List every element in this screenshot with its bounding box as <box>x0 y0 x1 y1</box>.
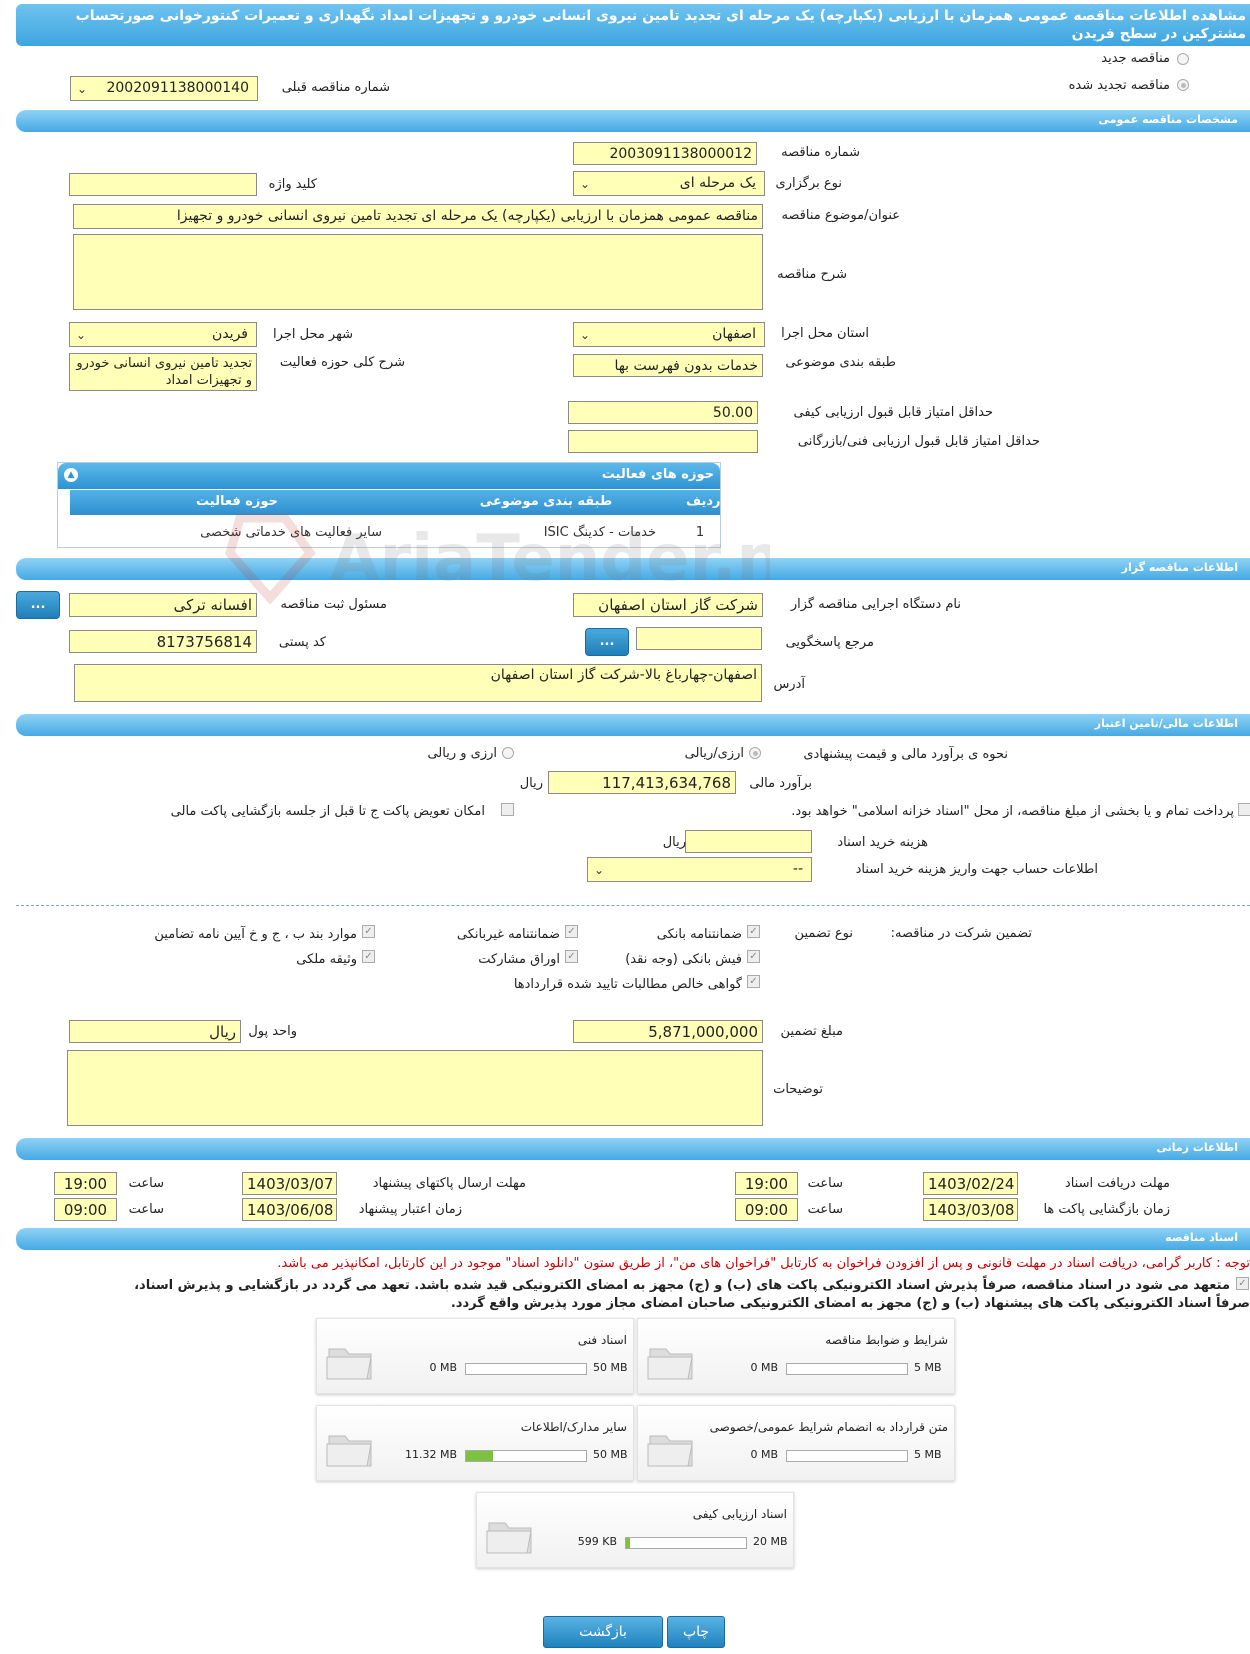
send-deadline-date[interactable]: 1403/03/07 <box>242 1172 337 1195</box>
collapse-icon[interactable]: ▲ <box>64 468 78 482</box>
estimate-field[interactable]: 117,413,634,768 <box>548 771 736 794</box>
doc-card-progress <box>625 1537 747 1549</box>
description-label: شرح مناقصه <box>777 267 847 282</box>
doc-card-max: 50 MB <box>593 1361 628 1374</box>
bank-receipt-checkbox: ✓ <box>747 950 760 963</box>
doc-card-terms[interactable] <box>637 1318 955 1394</box>
subject-label: عنوان/موضوع مناقصه <box>781 208 900 223</box>
renewed-tender-label: مناقصه تجدید شده <box>1068 78 1170 93</box>
new-tender-radio[interactable] <box>1177 53 1189 65</box>
min-quality-score-field[interactable]: 50.00 <box>568 401 758 424</box>
prev-tender-number-label: شماره مناقصه قبلی <box>281 80 390 95</box>
row-category: خدمات - کدینگ ISIC <box>543 525 656 540</box>
currency-unit-field[interactable]: ریال <box>69 1020 241 1043</box>
guarantee-amount-label: مبلغ تضمین <box>780 1024 843 1039</box>
account-info-label: اطلاعات حساب جهت واریز هزینه خرید اسناد <box>855 862 1098 877</box>
envelope-swap-label: امکان تعویض پاکت ج تا قبل از جلسه بازگشایی پاکت مالی <box>170 804 485 819</box>
bonds-checkbox: ✓ <box>565 950 578 963</box>
doc-fee-label: هزینه خرید اسناد <box>837 835 928 850</box>
treasury-label: پرداخت تمام و یا بخشی از مبلغ مناقصه، از محل "اسناد خزانه اسلامی" خواهد بود. <box>791 804 1234 819</box>
receivables-certificate-label: گواهی خالص مطالبات تایید شده قراردادها <box>513 977 742 992</box>
registrar-label: مسئول ثبت مناقصه <box>280 597 387 612</box>
doc-card-title: شرایط و ضوابط مناقصه <box>825 1333 948 1347</box>
nonbank-guarantee-checkbox: ✓ <box>565 925 578 938</box>
registrar-lookup-button[interactable]: ... <box>16 591 60 619</box>
documents-section-header: اسناد مناقصه <box>16 1228 1250 1250</box>
doc-card-progress <box>786 1450 908 1462</box>
chevron-down-icon: ⌄ <box>580 177 591 191</box>
rial-radio-label: ارزی/ریالی <box>684 746 744 761</box>
tender-number-label: شماره مناقصه <box>781 145 860 160</box>
renewed-tender-radio[interactable] <box>1177 79 1189 91</box>
doc-card-used: 0 MB <box>750 1448 778 1461</box>
hold-type-label: نوع برگزاری <box>775 176 842 191</box>
row-index: 1 <box>695 525 705 540</box>
send-deadline-time-label: ساعت <box>128 1176 164 1191</box>
general-section-header: مشخصات مناقصه عمومی <box>16 110 1250 132</box>
doc-fee-currency: ریال <box>662 835 686 850</box>
doc-card-max: 5 MB <box>914 1361 942 1374</box>
pledge-text-2: صرفاً اسناد الکترونیکی پاکت های پیشنهاد (ب) و (ج) مجهز به امضای الکترونیکی صاحبان امضای مجاز مورد پذیرش واقع گردد. <box>450 1296 1250 1311</box>
col-index: ردیف <box>686 494 721 509</box>
chevron-down-icon: ⌄ <box>76 328 87 342</box>
documents-notice: توجه : کاربر گرامی، دریافت اسناد در مهلت قانونی و پس از افزودن فراخوان به کارتابل "فراخوان های من"، از طریق ستون "دانلود اسناد" موجود در این کارتابل، امکانپذیر می باشد. <box>277 1256 1250 1271</box>
bank-receipt-label: فیش بانکی (وجه نقد) <box>625 952 742 967</box>
folder-icon <box>646 1426 698 1470</box>
doc-card-used: 599 KB <box>577 1535 617 1548</box>
folder-icon <box>485 1513 537 1557</box>
back-button[interactable]: بازگشت <box>543 1616 663 1648</box>
nonbank-guarantee-label: ضمانتنامه غیربانکی <box>456 927 560 942</box>
fx-rial-radio-label: ارزی و ریالی <box>427 746 497 761</box>
page-title: مشاهده اطلاعات مناقصه عمومی همزمان با ارزیابی (یکپارچه) یک مرحله ای تجدید تامین نیروی انسانی خودرو و تجهیزات امداد نگهداری و تعمیرات کنتورخوانی صورتحساب مشترکین در سطح فریدن <box>16 4 1250 46</box>
chevron-down-icon: ⌄ <box>77 82 88 96</box>
tender-number-field[interactable]: 2003091138000012 <box>573 142 757 165</box>
opening-time-label: زمان بازگشایی پاکت ها <box>1043 1202 1170 1217</box>
doc-card-max: 5 MB <box>914 1448 942 1461</box>
doc-card-progress <box>465 1363 587 1375</box>
notes-label: توضیحات <box>773 1082 823 1097</box>
city-select[interactable]: ⌄ فریدن <box>69 322 257 347</box>
col-category: طبقه بندی موضوعی <box>479 494 613 509</box>
bank-guarantee-checkbox: ✓ <box>747 925 760 938</box>
regulation-items-checkbox: ✓ <box>362 925 375 938</box>
validity-label: زمان اعتبار پیشنهاد <box>358 1202 462 1217</box>
keyword-field[interactable] <box>69 173 257 196</box>
opening-date[interactable]: 1403/03/08 <box>923 1198 1018 1221</box>
doc-card-technical[interactable] <box>316 1318 634 1394</box>
estimate-method-label: نحوه ی برآورد مالی و قیمت پیشنهادی <box>803 747 1008 762</box>
doc-card-progress <box>786 1363 908 1375</box>
doc-card-used: 0 MB <box>750 1361 778 1374</box>
send-deadline-time[interactable]: 19:00 <box>54 1172 117 1195</box>
doc-card-title: اسناد فنی <box>577 1333 627 1347</box>
opening-time[interactable]: 09:00 <box>735 1198 798 1221</box>
province-label: استان محل اجرا <box>781 326 869 341</box>
new-tender-label: مناقصه جدید <box>1101 51 1170 66</box>
timing-section-header: اطلاعات زمانی <box>16 1138 1250 1160</box>
doc-card-used: 0 MB <box>429 1361 457 1374</box>
min-tech-score-label: حداقل امتیاز قابل قبول ارزیابی فنی/بازرگانی <box>797 434 1040 449</box>
validity-time[interactable]: 09:00 <box>54 1198 117 1221</box>
doc-card-title: اسناد ارزیابی کیفی <box>692 1507 787 1521</box>
description-field[interactable] <box>73 234 763 310</box>
guarantee-amount-field[interactable]: 5,871,000,000 <box>573 1020 763 1043</box>
activity-desc-label: شرح کلی حوزه فعالیت <box>279 355 405 370</box>
folder-icon <box>646 1339 698 1383</box>
fx-rial-radio[interactable] <box>502 747 514 759</box>
min-tech-score-field[interactable] <box>568 430 758 453</box>
organizer-section-header: اطلاعات مناقصه گزار <box>16 558 1250 580</box>
pledge-text-1: متعهد می شود در اسناد مناقصه، صرفاً پذیرش اسناد الکترونیکی پاکت های (ب) و (ج) مجهز به امضای الکترونیکی قید شده باشد. تعهد می گردد در بازگشایی و پذیرش اسناد، <box>134 1278 1230 1293</box>
category-field[interactable]: خدمات بدون فهرست بها <box>573 354 763 377</box>
print-button[interactable]: چاپ <box>667 1616 725 1648</box>
doc-fee-field[interactable] <box>685 830 812 853</box>
postal-code-field[interactable]: 8173756814 <box>69 630 257 653</box>
row-activity: سایر فعالیت های خدماتی شخصی <box>200 525 382 540</box>
province-select[interactable]: ⌄ اصفهان <box>573 322 765 347</box>
receivables-certificate-checkbox: ✓ <box>747 975 760 988</box>
property-collateral-checkbox: ✓ <box>362 950 375 963</box>
divider <box>16 905 1250 906</box>
doc-card-used: 11.32 MB <box>404 1448 457 1461</box>
envelope-swap-checkbox[interactable] <box>501 803 514 816</box>
validity-time-label: ساعت <box>128 1202 164 1217</box>
hold-type-select[interactable]: ⌄ یک مرحله ای <box>573 171 765 196</box>
reference-field[interactable] <box>636 627 762 650</box>
address-label: آدرس <box>773 677 805 692</box>
activity-grid <box>57 462 721 548</box>
reference-lookup-button[interactable]: ... <box>585 628 629 656</box>
doc-card-contract[interactable] <box>637 1405 955 1481</box>
doc-deadline-label: مهلت دریافت اسناد <box>1064 1176 1170 1191</box>
send-deadline-label: مهلت ارسال پاکتهای پیشنهاد <box>372 1176 526 1191</box>
category-label: طبقه بندی موضوعی <box>785 355 896 370</box>
property-collateral-label: وثیقه ملکی <box>296 952 357 967</box>
folder-icon <box>325 1339 377 1383</box>
col-activity: حوزه فعالیت <box>196 494 278 509</box>
keyword-label: کلید واژه <box>268 177 317 192</box>
doc-card-title: سایر مدارک/اطلاعات <box>520 1420 627 1434</box>
subject-field[interactable]: مناقصه عمومی همزمان با ارزیابی (یکپارچه) یک مرحله ای تجدید تامین نیروی انسانی خودرو و تجهیزا <box>73 204 763 229</box>
estimate-label: برآورد مالی <box>749 776 812 791</box>
chevron-down-icon: ⌄ <box>594 863 605 877</box>
pledge-checkbox: ✓ <box>1236 1277 1249 1290</box>
finance-section-header: اطلاعات مالی/تامین اعتبار <box>16 714 1250 736</box>
address-field[interactable]: اصفهان-چهارباغ بالا-شرکت گاز استان اصفهان <box>74 664 762 702</box>
registrar-field[interactable]: افسانه ترکی <box>69 593 257 617</box>
regulation-items-label: موارد بند ب ، ج و خ آیین نامه تضامین <box>154 927 357 942</box>
guarantee-label: تضمین شرکت در مناقصه: <box>890 926 1032 941</box>
account-info-select[interactable]: ⌄ -- <box>587 857 812 882</box>
validity-date[interactable]: 1403/06/08 <box>242 1198 337 1221</box>
org-name-label: نام دستگاه اجرایی مناقصه گزار <box>790 597 961 612</box>
doc-deadline-date[interactable]: 1403/02/24 <box>923 1172 1018 1195</box>
doc-card-title: متن قرارداد به انضمام شرایط عمومی/خصوصی <box>709 1420 948 1434</box>
doc-card-progress <box>465 1450 587 1462</box>
guarantee-type-label: نوع تضمین <box>794 926 853 941</box>
city-label: شهر محل اجرا <box>273 327 353 342</box>
reference-label: مرجع پاسخگویی <box>785 635 874 650</box>
bonds-label: اوراق مشارکت <box>478 952 560 967</box>
postal-code-label: کد پستی <box>278 635 326 650</box>
doc-deadline-time-label: ساعت <box>807 1176 843 1191</box>
activity-desc-field[interactable]: تجدید تامین نیروی انسانی خودرو و تجهیزات امداد <box>69 353 257 391</box>
rial-radio[interactable] <box>749 747 761 759</box>
activity-grid-header <box>70 490 720 515</box>
bank-guarantee-label: ضمانتنامه بانکی <box>656 927 742 942</box>
notes-field[interactable] <box>67 1050 763 1126</box>
doc-deadline-time[interactable]: 19:00 <box>735 1172 798 1195</box>
opening-time-hour-label: ساعت <box>807 1202 843 1217</box>
prev-tender-number-select[interactable]: ⌄ 2002091138000140 <box>70 76 258 101</box>
folder-icon <box>325 1426 377 1470</box>
doc-card-quality[interactable] <box>476 1492 794 1568</box>
doc-card-max: 50 MB <box>593 1448 628 1461</box>
chevron-down-icon: ⌄ <box>580 328 591 342</box>
estimate-currency: ریال <box>519 776 543 791</box>
treasury-checkbox[interactable] <box>1238 803 1250 816</box>
org-name-field[interactable]: شرکت گاز استان اصفهان <box>573 593 763 617</box>
min-quality-score-label: حداقل امتیاز قابل قبول ارزیابی کیفی <box>793 405 993 420</box>
doc-card-max: 20 MB <box>753 1535 788 1548</box>
currency-unit-label: واحد پول <box>248 1024 297 1039</box>
doc-card-other[interactable] <box>316 1405 634 1481</box>
activity-grid-title: حوزه های فعالیت ▲ <box>58 463 720 489</box>
